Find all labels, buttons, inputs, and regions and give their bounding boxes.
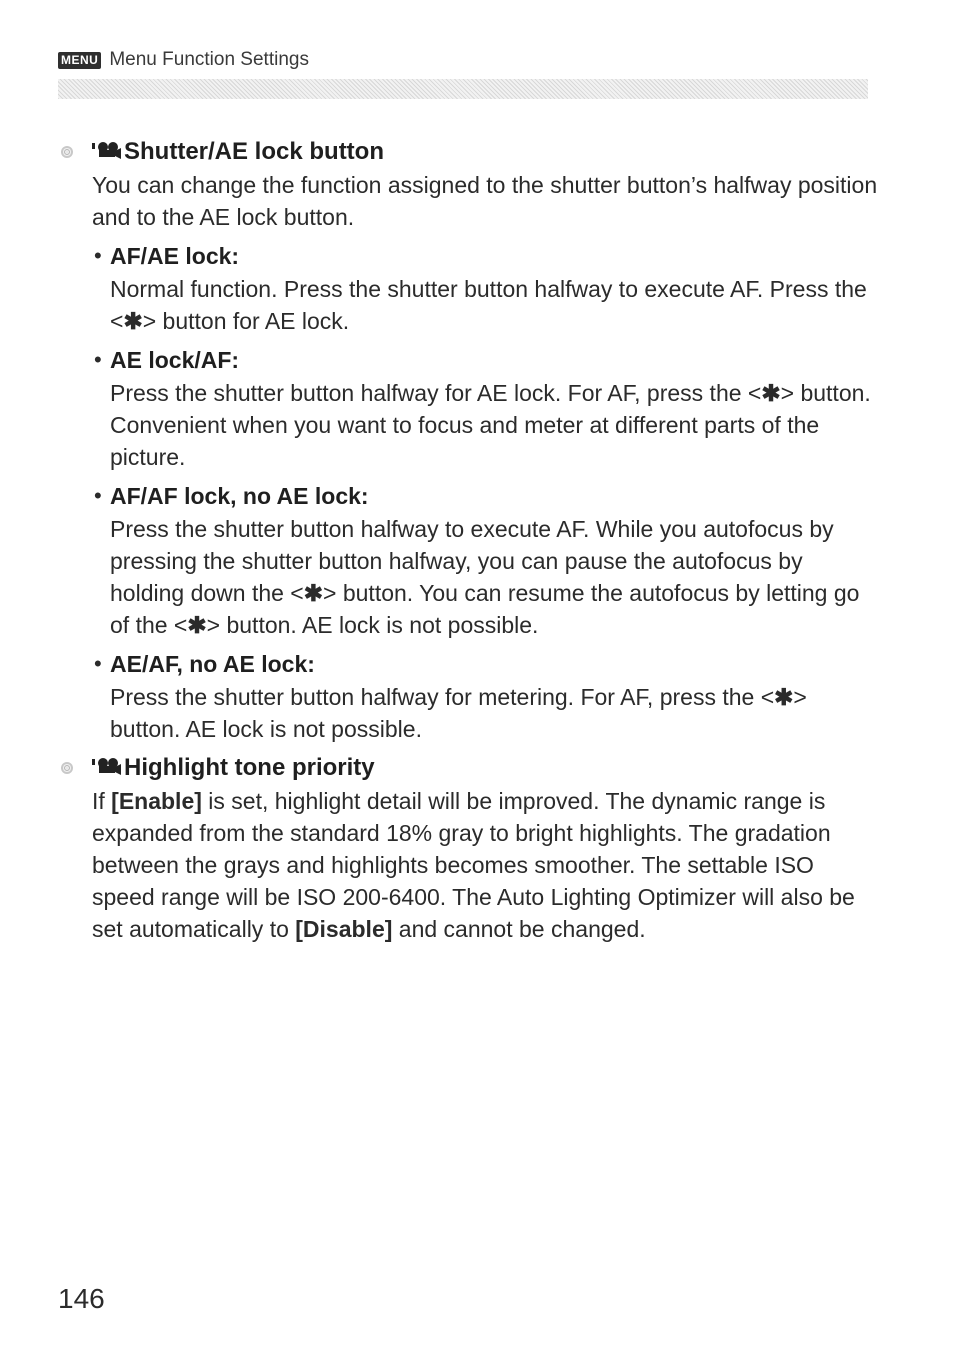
option-title: AF/AE lock:	[110, 243, 240, 269]
section-bullet-icon	[61, 146, 73, 158]
option-bullet: •	[94, 243, 102, 268]
option-bullet: •	[94, 347, 102, 372]
page-header	[58, 48, 309, 72]
menu-icon: MENU	[58, 52, 101, 69]
option-ae-lock-af	[92, 343, 878, 473]
section-highlight-tone-priority	[58, 751, 878, 945]
option-text: Normal function. Press the shutter button halfway to execute AF. Press the <✱> button for AE lock.	[110, 276, 867, 334]
option-title: AF/AF lock, no AE lock:	[110, 483, 369, 509]
enable-label: [Enable]	[111, 788, 202, 814]
section-title-text: Highlight tone priority	[124, 754, 375, 781]
ae-lock-icon: ✱	[123, 308, 143, 334]
ae-lock-icon: ✱	[303, 580, 324, 606]
movie-camera-icon	[92, 141, 122, 161]
section-intro: You can change the function assigned to the shutter button’s halfway position and to the AE lock button.	[92, 172, 878, 230]
header-title: Menu Function Settings	[109, 49, 309, 70]
option-title: AE lock/AF:	[110, 347, 240, 373]
disable-label: [Disable]	[295, 916, 393, 942]
option-title: AE/AF, no AE lock:	[110, 651, 315, 677]
option-text: Press the shutter button halfway for AE lock. For AF, press the <✱> button. Convenient when you want to focus and meter at different parts of the picture.	[110, 380, 871, 470]
option-af-ae-lock	[92, 239, 878, 337]
option-bullet: •	[94, 651, 102, 676]
section-text: If [Enable] is set, highlight detail will be improved. The dynamic range is expanded from the standard 18% gray to bright highlights. The gradation between the grays and highlights becomes smoother. The settable ISO speed range will be ISO 200-6400. The Auto Lighting Optimizer will also be set automatically to [Disable] and cannot be changed.	[92, 788, 855, 942]
option-text: Press the shutter button halfway to execute AF. While you autofocus by pressing the shutter button halfway, you can pause the autofocus by holding down the <✱> button. You can resume the autofocus by letting go of the <✱> button. AE lock is not possible.	[110, 516, 860, 638]
page-content	[58, 135, 878, 945]
ae-lock-icon: ✱	[774, 684, 794, 710]
section-title-text: Shutter/AE lock button	[124, 138, 384, 165]
option-bullet: •	[94, 483, 102, 508]
option-af-af-lock	[92, 479, 878, 641]
header-rule	[58, 79, 868, 99]
movie-camera-icon	[92, 757, 122, 777]
option-text: Press the shutter button halfway for metering. For AF, press the <✱> button. AE lock is not possible.	[110, 684, 807, 742]
section-title	[92, 135, 878, 169]
option-ae-af-no-ae-lock	[92, 647, 878, 745]
ae-lock-icon: ✱	[187, 612, 207, 638]
section-title	[92, 751, 878, 785]
ae-lock-icon: ✱	[761, 380, 781, 406]
page-number: 146	[58, 1283, 105, 1314]
section-shutter-ae-lock	[58, 135, 878, 745]
section-bullet-icon	[61, 762, 73, 774]
